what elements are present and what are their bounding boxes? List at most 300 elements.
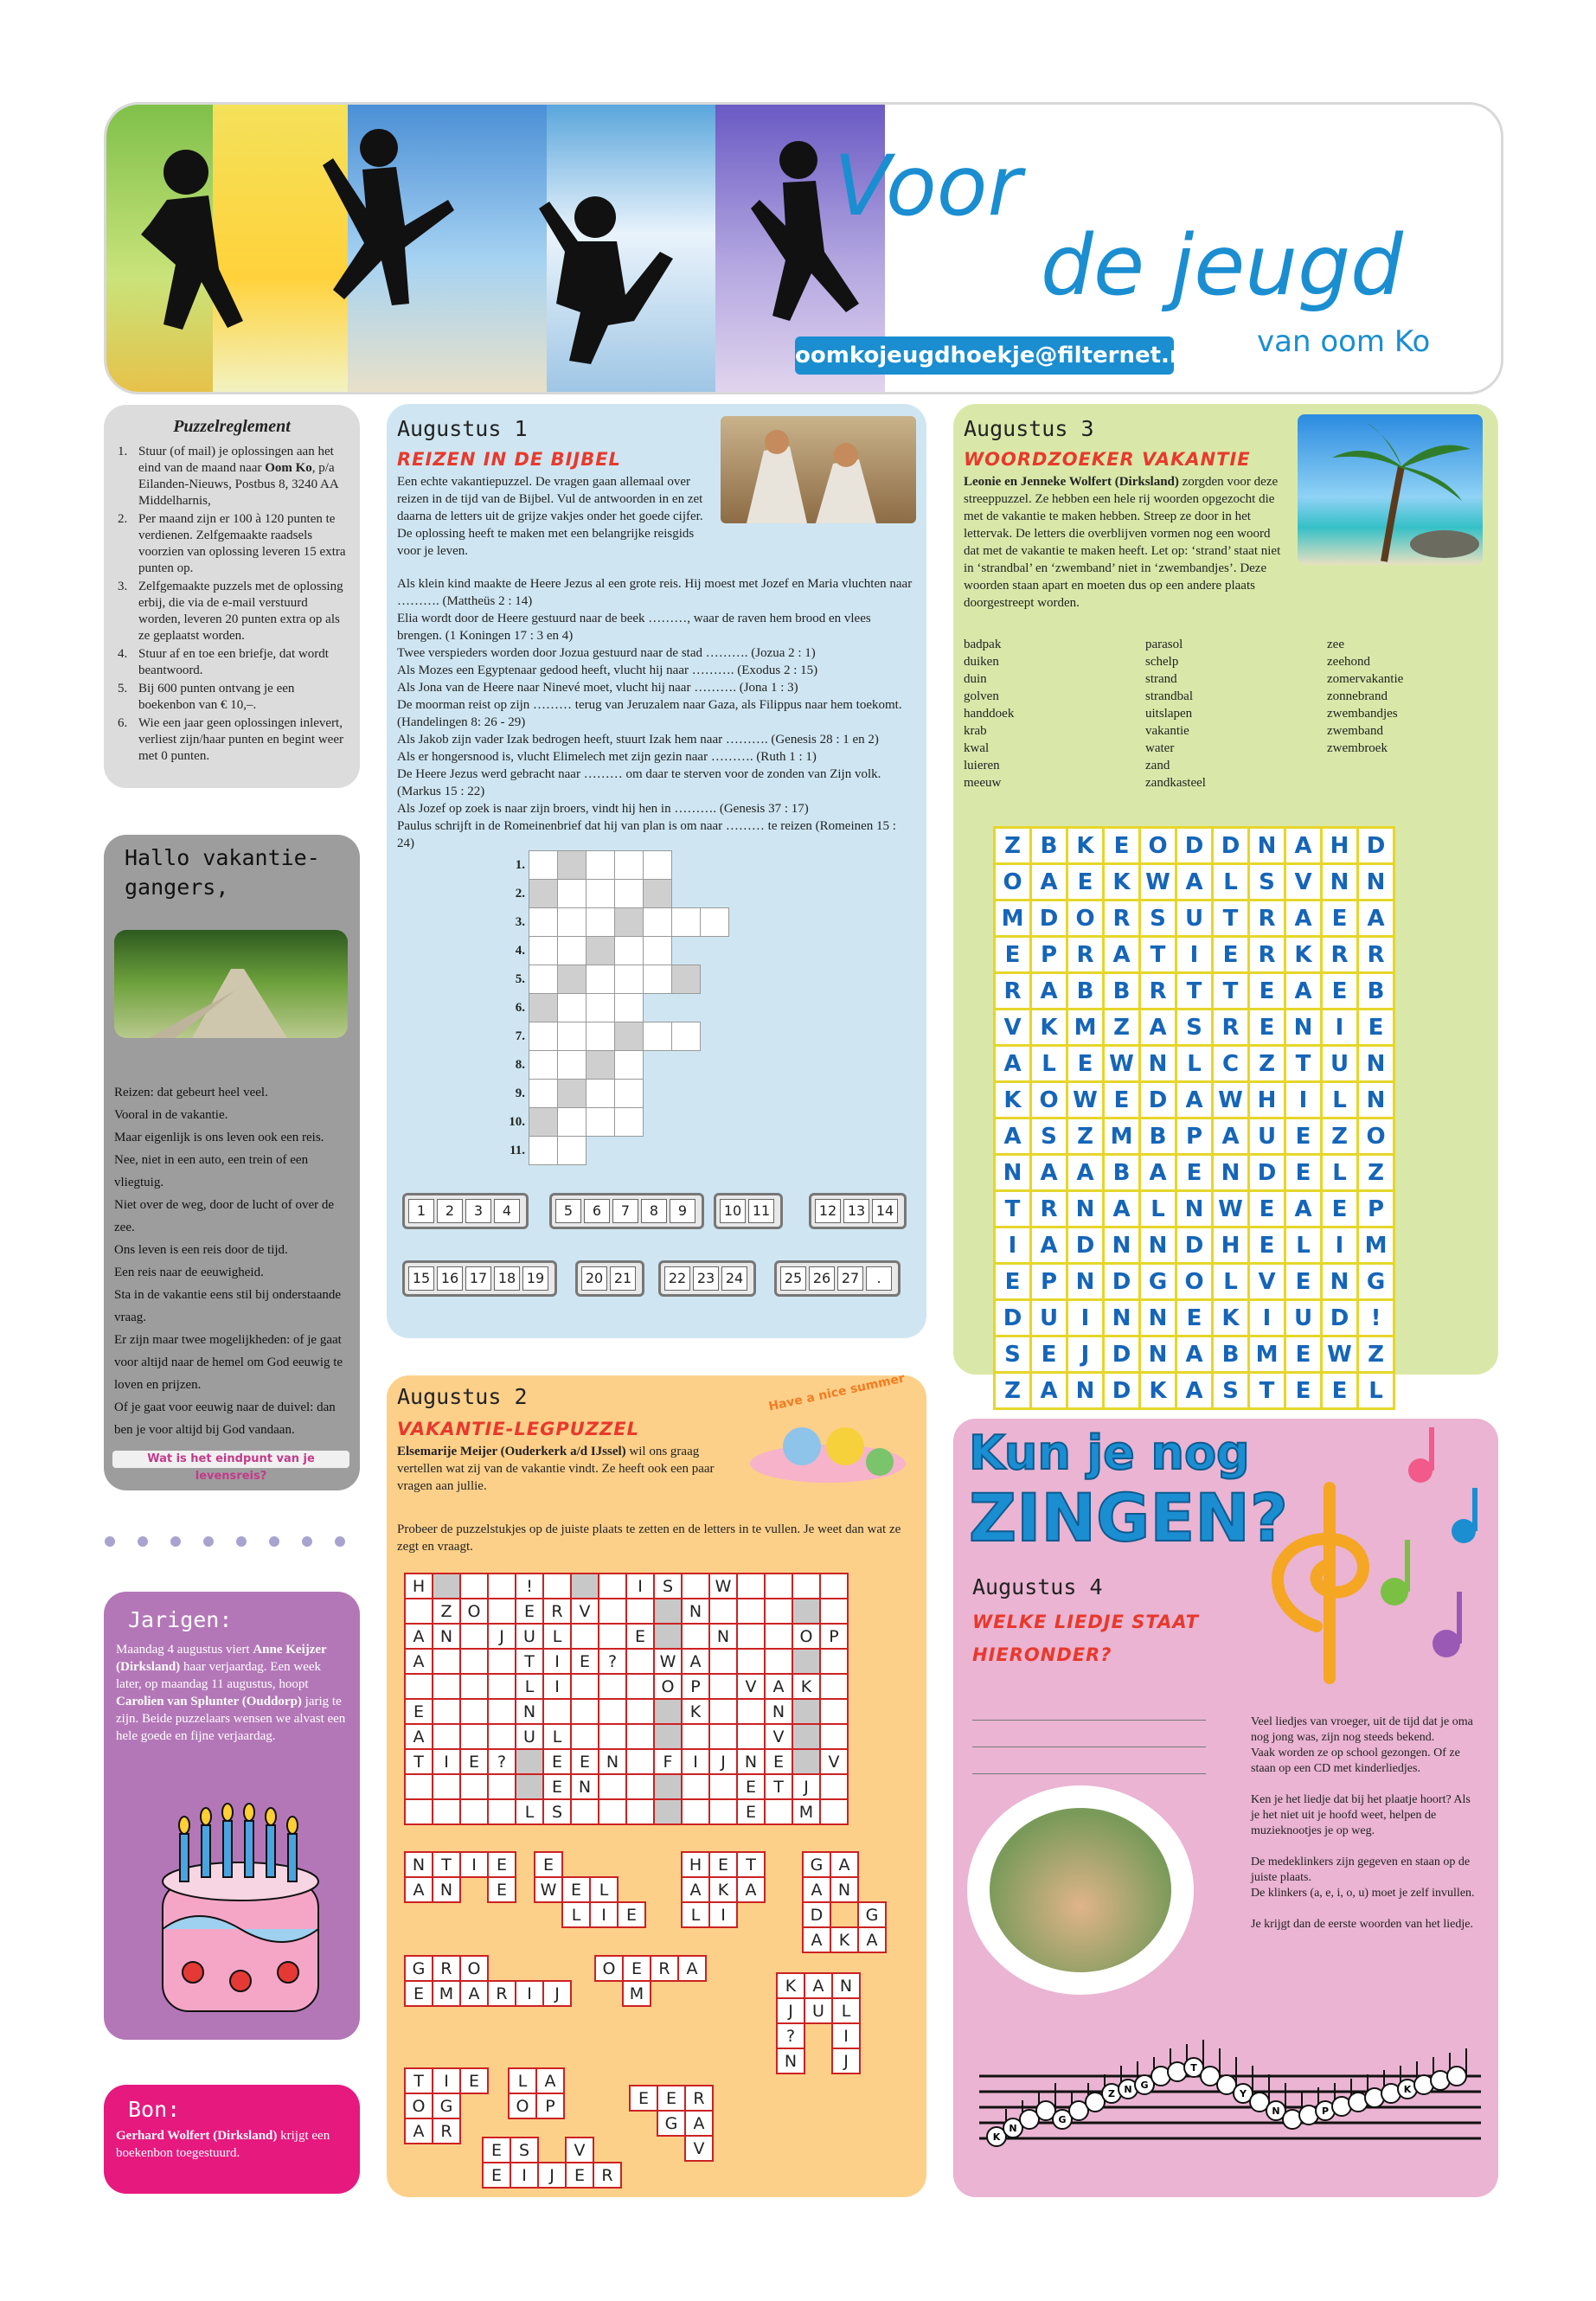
wordsearch-cell[interactable]: M bbox=[1104, 1118, 1140, 1155]
wordsearch-cell[interactable]: U bbox=[1249, 1118, 1285, 1155]
answer-cell[interactable]: 15 bbox=[408, 1266, 434, 1291]
legpuzzel-cell[interactable] bbox=[599, 1674, 626, 1699]
legpuzzel-cell[interactable]: E bbox=[405, 1699, 433, 1724]
wordsearch-cell[interactable]: E bbox=[1176, 1155, 1213, 1191]
legpuzzel-cell[interactable] bbox=[792, 1574, 820, 1599]
crossword-cell[interactable] bbox=[615, 994, 644, 1022]
crossword-cell[interactable] bbox=[529, 1137, 558, 1165]
wordsearch-cell[interactable]: D bbox=[1176, 828, 1213, 864]
answer-cell[interactable]: 24 bbox=[721, 1266, 747, 1291]
legpuzzel-cell[interactable]: L bbox=[516, 1674, 543, 1699]
wordsearch-cell[interactable]: A bbox=[1213, 1118, 1249, 1155]
legpuzzel-cell[interactable]: E bbox=[571, 1649, 599, 1674]
legpuzzel-cell[interactable] bbox=[571, 1624, 599, 1649]
wordsearch-cell[interactable]: A bbox=[1285, 1191, 1322, 1227]
legpuzzel-cell[interactable]: E bbox=[765, 1749, 792, 1774]
wordsearch-cell[interactable]: I bbox=[1176, 937, 1213, 973]
wordsearch-cell[interactable]: B bbox=[1031, 828, 1067, 864]
legpuzzel-cell[interactable] bbox=[709, 1699, 737, 1724]
answer-cell[interactable]: 8 bbox=[641, 1199, 667, 1223]
wordsearch-cell[interactable]: K bbox=[1104, 864, 1140, 901]
crossword-cell[interactable] bbox=[586, 1108, 615, 1137]
wordsearch-cell[interactable]: D bbox=[1104, 1336, 1140, 1373]
answer-cell[interactable]: 20 bbox=[581, 1266, 607, 1291]
wordsearch-cell[interactable]: Z bbox=[1322, 1118, 1358, 1155]
wordsearch-cell[interactable]: E bbox=[1322, 973, 1358, 1009]
crossword-cell[interactable] bbox=[644, 937, 672, 965]
legpuzzel-cell[interactable]: N bbox=[516, 1699, 543, 1724]
legpuzzel-cell[interactable] bbox=[709, 1649, 737, 1674]
legpuzzel-cell[interactable] bbox=[460, 1799, 488, 1824]
wordsearch-cell[interactable]: L bbox=[1358, 1373, 1394, 1409]
legpuzzel-cell[interactable] bbox=[543, 1574, 571, 1599]
wordsearch-cell[interactable]: W bbox=[1104, 1046, 1140, 1082]
wordsearch-cell[interactable]: B bbox=[1104, 973, 1140, 1009]
legpuzzel-cell[interactable] bbox=[405, 1774, 433, 1799]
crossword-cell[interactable] bbox=[529, 965, 558, 994]
crossword-cell[interactable] bbox=[558, 994, 586, 1022]
legpuzzel-cell[interactable] bbox=[599, 1599, 626, 1624]
wordsearch-cell[interactable]: A bbox=[1031, 1155, 1067, 1191]
wordsearch-cell[interactable]: E bbox=[1067, 1046, 1104, 1082]
wordsearch-cell[interactable]: L bbox=[1031, 1046, 1067, 1082]
legpuzzel-cell[interactable] bbox=[820, 1774, 848, 1799]
wordsearch-cell[interactable]: N bbox=[1067, 1264, 1104, 1300]
wordsearch-cell[interactable]: T bbox=[1285, 1046, 1322, 1082]
crossword-cell[interactable] bbox=[615, 1022, 644, 1051]
wordsearch-cell[interactable]: N bbox=[1104, 1227, 1140, 1264]
legpuzzel-cell[interactable]: L bbox=[543, 1624, 571, 1649]
wordsearch-cell[interactable]: L bbox=[1176, 1046, 1213, 1082]
answer-cell[interactable]: 10 bbox=[720, 1199, 746, 1223]
legpuzzel-cell[interactable] bbox=[543, 1699, 571, 1724]
legpuzzel-cell[interactable] bbox=[488, 1649, 516, 1674]
legpuzzel-cell[interactable]: W bbox=[709, 1574, 737, 1599]
wordsearch-cell[interactable]: R bbox=[1104, 901, 1140, 937]
legpuzzel-cell[interactable]: A bbox=[682, 1649, 709, 1674]
crossword-cell[interactable] bbox=[586, 937, 615, 965]
legpuzzel-cell[interactable]: A bbox=[765, 1674, 792, 1699]
wordsearch-cell[interactable]: Z bbox=[1358, 1155, 1394, 1191]
wordsearch-cell[interactable]: Z bbox=[1358, 1336, 1394, 1373]
puzzle-piece[interactable]: E E R G A V bbox=[629, 2085, 714, 2162]
wordsearch-cell[interactable]: L bbox=[1213, 1264, 1249, 1300]
crossword-cell[interactable] bbox=[529, 1108, 558, 1137]
wordsearch-cell[interactable]: M bbox=[1067, 1009, 1104, 1046]
legpuzzel-cell[interactable]: T bbox=[405, 1749, 433, 1774]
crossword-cell[interactable] bbox=[558, 880, 586, 908]
wordsearch-cell[interactable]: T bbox=[1140, 937, 1176, 973]
legpuzzel-cell[interactable] bbox=[792, 1724, 820, 1749]
wordsearch-cell[interactable]: A bbox=[1285, 973, 1322, 1009]
legpuzzel-cell[interactable] bbox=[405, 1799, 433, 1824]
wordsearch-cell[interactable]: N bbox=[1067, 1191, 1104, 1227]
legpuzzel-cell[interactable] bbox=[599, 1724, 626, 1749]
wordsearch-cell[interactable]: A bbox=[1285, 901, 1322, 937]
wordsearch-cell[interactable]: B bbox=[1067, 973, 1104, 1009]
wordsearch-cell[interactable]: U bbox=[1031, 1300, 1067, 1336]
answer-cell[interactable]: 22 bbox=[664, 1266, 690, 1291]
legpuzzel-cell[interactable] bbox=[792, 1649, 820, 1674]
answer-cell[interactable]: 5 bbox=[555, 1199, 581, 1223]
wordsearch-cell[interactable]: W bbox=[1140, 864, 1176, 901]
legpuzzel-cell[interactable] bbox=[765, 1599, 792, 1624]
wordsearch-cell[interactable]: D bbox=[1067, 1227, 1104, 1264]
wordsearch-cell[interactable]: V bbox=[995, 1009, 1031, 1046]
legpuzzel-cell[interactable] bbox=[682, 1799, 709, 1824]
wordsearch-cell[interactable]: E bbox=[1285, 1118, 1322, 1155]
crossword-cell[interactable] bbox=[644, 880, 672, 908]
crossword-cell[interactable] bbox=[558, 1080, 586, 1108]
puzzle-piece[interactable]: N T I E A N E bbox=[404, 1851, 516, 1903]
legpuzzel-cell[interactable] bbox=[765, 1624, 792, 1649]
wordsearch-cell[interactable]: A bbox=[1104, 1191, 1140, 1227]
answer-cell[interactable]: 7 bbox=[612, 1199, 638, 1223]
legpuzzel-cell[interactable]: M bbox=[792, 1799, 820, 1824]
wordsearch-cell[interactable]: L bbox=[1322, 1155, 1358, 1191]
crossword-cell[interactable] bbox=[529, 908, 558, 937]
wordsearch-cell[interactable]: P bbox=[1031, 937, 1067, 973]
legpuzzel-cell[interactable] bbox=[460, 1724, 488, 1749]
wordsearch-cell[interactable]: V bbox=[1249, 1264, 1285, 1300]
puzzle-piece[interactable]: H E T A K A L I bbox=[681, 1851, 766, 1928]
legpuzzel-cell[interactable]: E bbox=[737, 1774, 765, 1799]
legpuzzel-cell[interactable]: A bbox=[405, 1649, 433, 1674]
legpuzzel-cell[interactable]: S bbox=[543, 1799, 571, 1824]
wordsearch-cell[interactable]: I bbox=[1249, 1300, 1285, 1336]
legpuzzel-cell[interactable] bbox=[626, 1724, 654, 1749]
legpuzzel-cell[interactable] bbox=[820, 1699, 848, 1724]
answer-cell[interactable]: 17 bbox=[465, 1266, 491, 1291]
legpuzzel-cell[interactable]: V bbox=[737, 1674, 765, 1699]
crossword-cell[interactable] bbox=[586, 908, 615, 937]
answer-cell[interactable]: 26 bbox=[809, 1266, 835, 1291]
wordsearch-cell[interactable]: K bbox=[1031, 1009, 1067, 1046]
wordsearch-cell[interactable]: A bbox=[1176, 1373, 1213, 1409]
wordsearch-cell[interactable]: M bbox=[1249, 1336, 1285, 1373]
legpuzzel-cell[interactable]: I bbox=[543, 1674, 571, 1699]
legpuzzel-cell[interactable]: U bbox=[516, 1624, 543, 1649]
crossword-cell[interactable] bbox=[529, 851, 558, 880]
legpuzzel-cell[interactable]: T bbox=[765, 1774, 792, 1799]
wordsearch-cell[interactable]: E bbox=[1067, 864, 1104, 901]
legpuzzel-cell[interactable] bbox=[626, 1599, 654, 1624]
crossword-cell[interactable] bbox=[558, 908, 586, 937]
legpuzzel-cell[interactable]: ? bbox=[599, 1649, 626, 1674]
legpuzzel-cell[interactable]: N bbox=[737, 1749, 765, 1774]
legpuzzel-cell[interactable] bbox=[626, 1749, 654, 1774]
legpuzzel-cell[interactable] bbox=[599, 1699, 626, 1724]
legpuzzel-cell[interactable]: P bbox=[820, 1624, 848, 1649]
legpuzzel-cell[interactable] bbox=[405, 1674, 433, 1699]
legpuzzel-cell[interactable] bbox=[626, 1774, 654, 1799]
legpuzzel-cell[interactable] bbox=[654, 1624, 682, 1649]
wordsearch-cell[interactable]: E bbox=[1249, 1227, 1285, 1264]
wordsearch-cell[interactable]: R bbox=[1067, 937, 1104, 973]
puzzle-piece[interactable]: E S V E I J E R bbox=[482, 2137, 622, 2189]
legpuzzel-cell[interactable]: N bbox=[709, 1624, 737, 1649]
wordsearch-cell[interactable]: O bbox=[1358, 1118, 1394, 1155]
crossword-cell[interactable] bbox=[558, 851, 586, 880]
wordsearch-cell[interactable]: W bbox=[1213, 1082, 1249, 1118]
wordsearch-cell[interactable]: G bbox=[1358, 1264, 1394, 1300]
wordsearch-cell[interactable]: N bbox=[1067, 1373, 1104, 1409]
crossword-cell[interactable] bbox=[529, 880, 558, 908]
legpuzzel-cell[interactable] bbox=[737, 1599, 765, 1624]
wordsearch-cell[interactable]: S bbox=[1249, 864, 1285, 901]
crossword-cell[interactable] bbox=[558, 1051, 586, 1080]
legpuzzel-cell[interactable] bbox=[709, 1799, 737, 1824]
answer-cell[interactable]: 4 bbox=[494, 1199, 520, 1223]
wordsearch-cell[interactable]: O bbox=[995, 864, 1031, 901]
wordsearch-cell[interactable]: A bbox=[1176, 1336, 1213, 1373]
email-link[interactable]: oomkojeugdhoekje@filternet.nl bbox=[795, 336, 1174, 375]
wordsearch-cell[interactable]: O bbox=[1140, 828, 1176, 864]
legpuzzel-cell[interactable] bbox=[433, 1674, 460, 1699]
crossword-cell[interactable] bbox=[701, 908, 729, 937]
legpuzzel-cell[interactable]: T bbox=[516, 1649, 543, 1674]
legpuzzel-cell[interactable]: ! bbox=[516, 1574, 543, 1599]
legpuzzel-cell[interactable]: E bbox=[543, 1774, 571, 1799]
wordsearch-cell[interactable]: E bbox=[1249, 1009, 1285, 1046]
legpuzzel-cell[interactable] bbox=[599, 1574, 626, 1599]
wordsearch-cell[interactable]: I bbox=[1322, 1227, 1358, 1264]
legpuzzel-cell[interactable] bbox=[654, 1724, 682, 1749]
wordsearch-cell[interactable]: E bbox=[1176, 1300, 1213, 1336]
wordsearch-cell[interactable]: E bbox=[1285, 1264, 1322, 1300]
legpuzzel-cell[interactable] bbox=[433, 1574, 460, 1599]
legpuzzel-cell[interactable] bbox=[433, 1774, 460, 1799]
wordsearch-cell[interactable]: M bbox=[1358, 1227, 1394, 1264]
legpuzzel-cell[interactable]: ? bbox=[488, 1749, 516, 1774]
wordsearch-cell[interactable]: O bbox=[1067, 901, 1104, 937]
wordsearch-cell[interactable]: A bbox=[1104, 937, 1140, 973]
legpuzzel-cell[interactable] bbox=[571, 1574, 599, 1599]
crossword-cell[interactable] bbox=[615, 965, 644, 994]
legpuzzel-cell[interactable]: W bbox=[654, 1649, 682, 1674]
legpuzzel-cell[interactable] bbox=[626, 1674, 654, 1699]
wordsearch-cell[interactable]: N bbox=[1213, 1155, 1249, 1191]
wordsearch-cell[interactable]: D bbox=[1031, 901, 1067, 937]
wordsearch-cell[interactable]: O bbox=[1176, 1264, 1213, 1300]
wordsearch-cell[interactable]: H bbox=[1249, 1082, 1285, 1118]
crossword-cell[interactable] bbox=[586, 1051, 615, 1080]
wordsearch-cell[interactable]: K bbox=[1213, 1300, 1249, 1336]
crossword-cell[interactable] bbox=[586, 1080, 615, 1108]
legpuzzel-cell[interactable] bbox=[820, 1574, 848, 1599]
puzzle-piece[interactable]: L A O P bbox=[508, 2067, 565, 2119]
legpuzzel-cell[interactable] bbox=[626, 1799, 654, 1824]
legpuzzel-cell[interactable] bbox=[599, 1799, 626, 1824]
wordsearch-cell[interactable]: T bbox=[1249, 1373, 1285, 1409]
wordsearch-cell[interactable]: W bbox=[1322, 1336, 1358, 1373]
wordsearch-cell[interactable]: W bbox=[1213, 1191, 1249, 1227]
crossword-cell[interactable] bbox=[644, 965, 672, 994]
wordsearch-cell[interactable]: N bbox=[1285, 1009, 1322, 1046]
legpuzzel-cell[interactable]: P bbox=[682, 1674, 709, 1699]
answer-cell[interactable]: 18 bbox=[494, 1266, 520, 1291]
wordsearch-cell[interactable]: N bbox=[1322, 1264, 1358, 1300]
legpuzzel-cell[interactable] bbox=[460, 1674, 488, 1699]
crossword-cell[interactable] bbox=[586, 965, 615, 994]
legpuzzel-cell[interactable] bbox=[792, 1749, 820, 1774]
answer-cell[interactable]: . bbox=[866, 1266, 892, 1291]
legpuzzel-cell[interactable] bbox=[792, 1699, 820, 1724]
wordsearch-cell[interactable]: E bbox=[1249, 1191, 1285, 1227]
wordsearch-cell[interactable]: A bbox=[1031, 1373, 1067, 1409]
wordsearch-cell[interactable]: D bbox=[1249, 1155, 1285, 1191]
legpuzzel-cell[interactable]: E bbox=[626, 1624, 654, 1649]
legpuzzel-cell[interactable] bbox=[709, 1774, 737, 1799]
wordsearch-cell[interactable]: P bbox=[1176, 1118, 1213, 1155]
wordsearch-cell[interactable]: H bbox=[1213, 1227, 1249, 1264]
wordsearch-cell[interactable]: N bbox=[1140, 1336, 1176, 1373]
answer-cell[interactable]: 23 bbox=[693, 1266, 719, 1291]
wordsearch-cell[interactable]: D bbox=[1140, 1082, 1176, 1118]
wordsearch-cell[interactable]: B bbox=[1104, 1155, 1140, 1191]
legpuzzel-cell[interactable] bbox=[433, 1649, 460, 1674]
legpuzzel-cell[interactable] bbox=[709, 1599, 737, 1624]
crossword-cell[interactable] bbox=[529, 1080, 558, 1108]
legpuzzel-cell[interactable]: K bbox=[682, 1699, 709, 1724]
legpuzzel-cell[interactable]: N bbox=[765, 1699, 792, 1724]
wordsearch-cell[interactable]: E bbox=[1104, 828, 1140, 864]
crossword-cell[interactable] bbox=[558, 965, 586, 994]
legpuzzel-cell[interactable]: Z bbox=[433, 1599, 460, 1624]
legpuzzel-cell[interactable] bbox=[820, 1799, 848, 1824]
wordsearch-cell[interactable]: I bbox=[1322, 1009, 1358, 1046]
wordsearch-cell[interactable]: Z bbox=[995, 1373, 1031, 1409]
wordsearch-cell[interactable]: N bbox=[1358, 1082, 1394, 1118]
wordsearch-cell[interactable]: R bbox=[1322, 937, 1358, 973]
wordsearch-cell[interactable]: Z bbox=[1104, 1009, 1140, 1046]
wordsearch-cell[interactable]: T bbox=[1213, 973, 1249, 1009]
wordsearch-cell[interactable]: E bbox=[995, 937, 1031, 973]
wordsearch-cell[interactable]: I bbox=[1285, 1082, 1322, 1118]
wordsearch-cell[interactable]: N bbox=[1140, 1227, 1176, 1264]
crossword-cell[interactable] bbox=[644, 908, 672, 937]
legpuzzel-cell[interactable]: F bbox=[654, 1749, 682, 1774]
legpuzzel-cell[interactable]: E bbox=[460, 1749, 488, 1774]
crossword-cell[interactable] bbox=[529, 1051, 558, 1080]
crossword-cell[interactable] bbox=[615, 937, 644, 965]
legpuzzel-cell[interactable] bbox=[488, 1699, 516, 1724]
wordsearch-cell[interactable]: E bbox=[1031, 1336, 1067, 1373]
wordsearch-cell[interactable]: R bbox=[1213, 1009, 1249, 1046]
crossword-cell[interactable] bbox=[529, 937, 558, 965]
wordsearch-cell[interactable]: Z bbox=[995, 828, 1031, 864]
legpuzzel-cell[interactable]: E bbox=[571, 1749, 599, 1774]
legpuzzel-cell[interactable] bbox=[433, 1724, 460, 1749]
legpuzzel-cell[interactable]: E bbox=[737, 1799, 765, 1824]
legpuzzel-cell[interactable]: I bbox=[626, 1574, 654, 1599]
wordsearch-cell[interactable]: D bbox=[1104, 1373, 1140, 1409]
legpuzzel-cell[interactable] bbox=[516, 1774, 543, 1799]
legpuzzel-cell[interactable]: A bbox=[405, 1624, 433, 1649]
crossword-cell[interactable] bbox=[615, 880, 644, 908]
legpuzzel-cell[interactable] bbox=[654, 1774, 682, 1799]
wordsearch-cell[interactable]: V bbox=[1285, 864, 1322, 901]
legpuzzel-cell[interactable] bbox=[820, 1674, 848, 1699]
legpuzzel-cell[interactable]: N bbox=[433, 1624, 460, 1649]
crossword-cell[interactable] bbox=[644, 1022, 672, 1051]
wordsearch-cell[interactable]: B bbox=[1140, 1118, 1176, 1155]
legpuzzel-cell[interactable] bbox=[820, 1649, 848, 1674]
legpuzzel-cell[interactable] bbox=[488, 1599, 516, 1624]
wordsearch-cell[interactable]: ! bbox=[1358, 1300, 1394, 1336]
legpuzzel-cell[interactable]: A bbox=[405, 1724, 433, 1749]
wordsearch-cell[interactable]: T bbox=[1176, 973, 1213, 1009]
wordsearch-cell[interactable]: U bbox=[1176, 901, 1213, 937]
wordsearch-cell[interactable]: N bbox=[1104, 1300, 1140, 1336]
legpuzzel-cell[interactable] bbox=[571, 1674, 599, 1699]
wordsearch-cell[interactable]: N bbox=[1140, 1046, 1176, 1082]
wordsearch-cell[interactable]: D bbox=[1104, 1264, 1140, 1300]
answer-cell[interactable]: 2 bbox=[437, 1199, 463, 1223]
wordsearch-cell[interactable]: L bbox=[1285, 1227, 1322, 1264]
legpuzzel-cell[interactable]: N bbox=[571, 1774, 599, 1799]
legpuzzel-cell[interactable] bbox=[460, 1649, 488, 1674]
wordsearch-cell[interactable]: K bbox=[1285, 937, 1322, 973]
crossword-cell[interactable] bbox=[672, 965, 701, 994]
answer-cell[interactable]: 12 bbox=[815, 1199, 841, 1223]
legpuzzel-cell[interactable] bbox=[682, 1724, 709, 1749]
legpuzzel-cell[interactable]: U bbox=[516, 1724, 543, 1749]
wordsearch-cell[interactable]: J bbox=[1067, 1336, 1104, 1373]
wordsearch-cell[interactable]: N bbox=[1176, 1191, 1213, 1227]
legpuzzel-cell[interactable] bbox=[682, 1774, 709, 1799]
legpuzzel-cell[interactable]: O bbox=[654, 1674, 682, 1699]
wordsearch-cell[interactable]: S bbox=[1140, 901, 1176, 937]
answer-cell[interactable]: 3 bbox=[465, 1199, 491, 1223]
crossword-cell[interactable] bbox=[644, 851, 672, 880]
wordsearch-cell[interactable]: K bbox=[1067, 828, 1104, 864]
legpuzzel-cell[interactable] bbox=[765, 1799, 792, 1824]
legpuzzel-cell[interactable]: L bbox=[543, 1724, 571, 1749]
wordsearch-cell[interactable]: B bbox=[1358, 973, 1394, 1009]
crossword-cell[interactable] bbox=[615, 908, 644, 937]
wordsearch-cell[interactable]: E bbox=[1285, 1336, 1322, 1373]
legpuzzel-cell[interactable]: I bbox=[543, 1649, 571, 1674]
legpuzzel-cell[interactable] bbox=[654, 1599, 682, 1624]
answer-cell[interactable]: 25 bbox=[780, 1266, 806, 1291]
wordsearch-cell[interactable]: R bbox=[1031, 1191, 1067, 1227]
wordsearch-cell[interactable]: Z bbox=[1067, 1118, 1104, 1155]
wordsearch-cell[interactable]: R bbox=[1249, 937, 1285, 973]
wordsearch-cell[interactable]: A bbox=[995, 1046, 1031, 1082]
wordsearch-cell[interactable]: P bbox=[1358, 1191, 1394, 1227]
answer-cell[interactable]: 1 bbox=[408, 1199, 434, 1223]
wordsearch-cell[interactable]: S bbox=[1213, 1373, 1249, 1409]
legpuzzel-cell[interactable]: I bbox=[433, 1749, 460, 1774]
crossword-cell[interactable] bbox=[672, 1022, 701, 1051]
wordsearch-cell[interactable]: P bbox=[1031, 1264, 1067, 1300]
wordsearch-cell[interactable]: E bbox=[1285, 1155, 1322, 1191]
wordsearch-cell[interactable]: A bbox=[1285, 828, 1322, 864]
legpuzzel-cell[interactable] bbox=[460, 1699, 488, 1724]
wordsearch-cell[interactable]: R bbox=[995, 973, 1031, 1009]
answer-cell[interactable]: 19 bbox=[522, 1266, 548, 1291]
wordsearch-cell[interactable]: D bbox=[1358, 828, 1394, 864]
crossword-cell[interactable] bbox=[586, 994, 615, 1022]
legpuzzel-cell[interactable] bbox=[516, 1749, 543, 1774]
wordsearch-cell[interactable]: E bbox=[1322, 901, 1358, 937]
legpuzzel-cell[interactable] bbox=[737, 1574, 765, 1599]
legpuzzel-cell[interactable]: V bbox=[765, 1724, 792, 1749]
legpuzzel-cell[interactable] bbox=[737, 1724, 765, 1749]
legpuzzel-cell[interactable]: J bbox=[488, 1624, 516, 1649]
legpuzzel-cell[interactable] bbox=[433, 1699, 460, 1724]
